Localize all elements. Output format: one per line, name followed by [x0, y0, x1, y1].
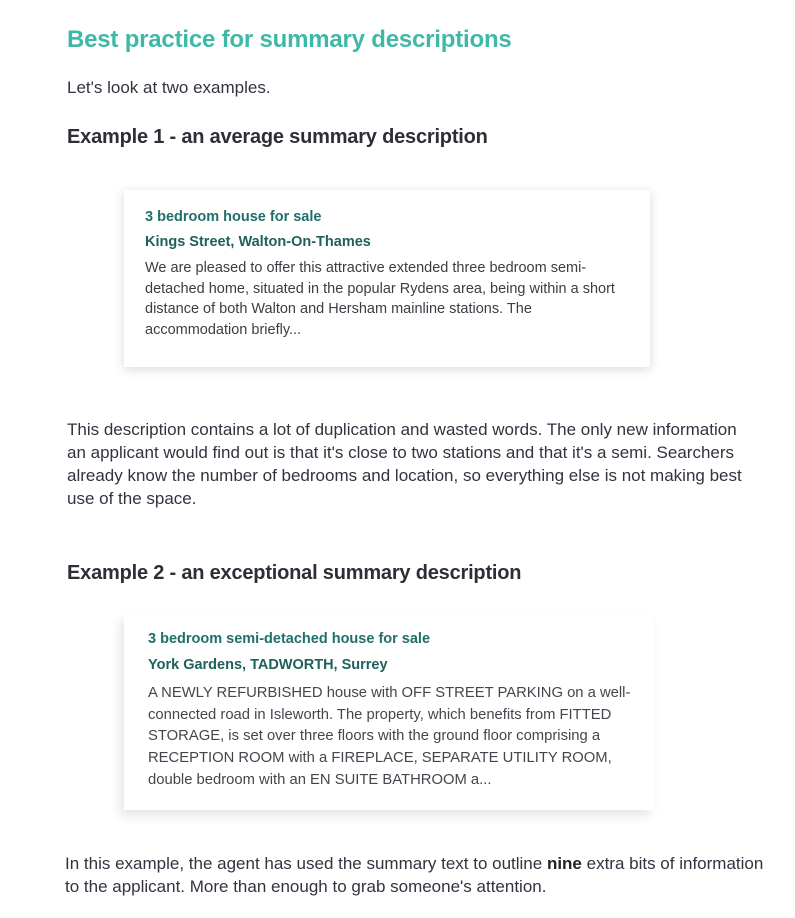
listing-summary: We are pleased to offer this attractive extended three bedroom semi-detached home, situated in the popular Rydens area, being within a short distance of both Walton and Hersham mainline stations. The accommodation briefly... [145, 260, 615, 338]
listing-address: Kings Street, Walton-On-Thames [145, 234, 371, 250]
example-1-commentary: This description contains a lot of duplication and wasted words. The only new information an applicant would find out is that it's close to two stations and that it's a semi. Searchers already know the number of bedrooms and location, so everything else is not making best use of the space. [67, 420, 742, 508]
commentary-text: In this example, the agent has used the summary text to outline [65, 854, 547, 873]
example-1-listing-card [124, 190, 650, 367]
example-2-commentary [65, 852, 765, 898]
listing-summary: A NEWLY REFURBISHED house with OFF STREET PARKING on a well-connected road in Isleworth. The property, which benefits from FITTED STORAGE, is set over three floors with the ground floor comprising a RECEPTION ROOM with a FIREPLACE, SEPARATE UTILITY ROOM, double bedroom with an EN SUITE BATHROOM a... [148, 685, 631, 788]
emphasis-count: nine [546, 854, 582, 873]
listing-title: 3 bedroom house for sale [145, 209, 322, 225]
intro-text: Let's look at two examples. [67, 78, 271, 97]
listing-address: York Gardens, TADWORTH, Surrey [148, 657, 388, 673]
commentary-text: extra bits of information to the applicant. More than enough to grab someone's attention. [65, 854, 764, 896]
example-2-heading: Example 2 - an exceptional summary description [67, 562, 522, 584]
example-2-listing-card [124, 614, 654, 810]
page-title: Best practice for summary descriptions [67, 26, 512, 53]
example-1-heading: Example 1 - an average summary description [67, 126, 488, 148]
listing-title: 3 bedroom semi-detached house for sale [148, 631, 431, 647]
